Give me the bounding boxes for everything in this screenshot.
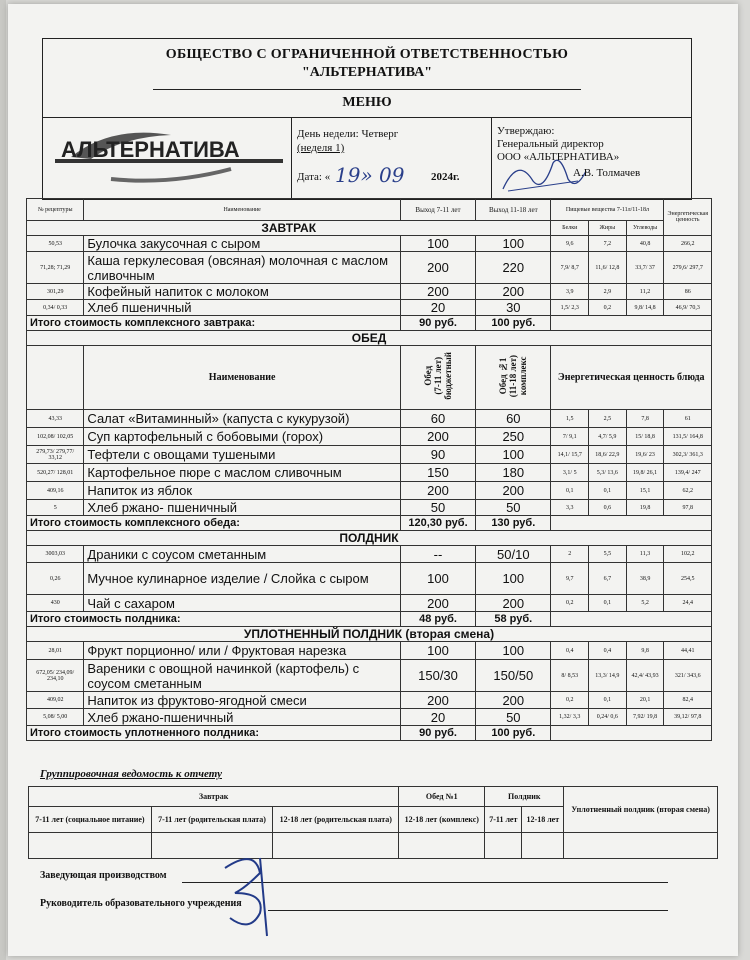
portion-7-11: 200: [400, 595, 475, 612]
carbs-value: 38,9: [626, 563, 664, 595]
summary-l1: 12-18 лет (комплекс): [399, 807, 485, 833]
menu-table: [26, 198, 712, 741]
table-row: [27, 612, 712, 627]
fat-value: 0,4: [589, 642, 627, 660]
total-empty: [551, 726, 712, 741]
protein-value: 1,5/ 2,3: [551, 300, 589, 316]
total-label: Итого стоимость полдника:: [27, 612, 401, 627]
page-edge: [0, 0, 6, 960]
date-value: 19» 09: [335, 163, 405, 187]
total-11-18: 58 руб.: [476, 612, 551, 627]
portion-11-18: 150/50: [476, 660, 551, 692]
summary-cell: [564, 833, 718, 859]
portion-11-18: 100: [476, 446, 551, 464]
portion-11-18: 50: [476, 709, 551, 726]
protein-value: 7,9/ 8,7: [551, 252, 589, 284]
table-row: [27, 546, 712, 563]
section-title: ОБЕД: [27, 331, 712, 346]
energy-value: 97,8: [664, 500, 712, 516]
dish-name: Фрукт порционно/ или / Фруктовая нарезка: [84, 642, 400, 660]
table-row: [27, 709, 712, 726]
portion-11-18: 200: [476, 692, 551, 709]
table-row: [27, 300, 712, 316]
dish-name: Вареники с овощной начинкой (картофель) с соусом сметанным: [84, 660, 400, 692]
total-empty: [551, 516, 712, 531]
total-empty: [551, 316, 712, 331]
table-row: [27, 464, 712, 482]
approve-label: Утверждаю:: [497, 125, 555, 137]
summary-b2: 7-11 лет (родительская плата): [151, 807, 272, 833]
recipe-no: 409,16: [27, 482, 84, 500]
document-header: [42, 38, 692, 200]
protein-value: 3,3: [551, 500, 589, 516]
section-title: ПОЛДНИК: [27, 531, 712, 546]
recipe-no: 5,08/ 5,00: [27, 709, 84, 726]
carbs-value: 11,3: [626, 546, 664, 563]
table-row: [27, 428, 712, 446]
divider: [491, 117, 492, 199]
energy-value: 321/ 343,6: [664, 660, 712, 692]
total-label: Итого стоимость комплексного обеда:: [27, 516, 401, 531]
energy-value: 39,12/ 97,8: [664, 709, 712, 726]
carbs-value: 40,8: [626, 236, 664, 252]
portion-11-18: 100: [476, 236, 551, 252]
portion-11-18: 200: [476, 284, 551, 300]
portion-11-18: 250: [476, 428, 551, 446]
summary-cell: [273, 833, 399, 859]
portion-7-11: 20: [400, 300, 475, 316]
table-row: [27, 642, 712, 660]
dish-name: Кофейный напиток с молоком: [84, 284, 400, 300]
table-row: [27, 236, 712, 252]
carbs-value: 7,92/ 19,8: [626, 709, 664, 726]
table-row: [27, 446, 712, 464]
table-row: [27, 516, 712, 531]
col-nutrients: Пищевые вещества 7-11л/11-18л: [551, 199, 664, 221]
recipe-no: 672,05/ 234,09/ 234,10: [27, 660, 84, 692]
summary-dense: Уплотненный полдник (вторая смена): [564, 787, 718, 833]
summary-b3: 12-18 лет (родительская плата): [273, 807, 399, 833]
dish-name: Каша геркулесовая (овсяная) молочная с маслом сливочным: [84, 252, 400, 284]
divider: [291, 117, 292, 199]
protein-value: 3,9: [551, 284, 589, 300]
fat-value: 4,7/ 5,9: [589, 428, 627, 446]
energy-value: 279,6/ 297,7: [664, 252, 712, 284]
protein-value: 0,4: [551, 642, 589, 660]
recipe-no: 430: [27, 595, 84, 612]
recipe-no: 0,26: [27, 563, 84, 595]
portion-11-18: 200: [476, 482, 551, 500]
section-title: ЗАВТРАК: [27, 221, 551, 236]
summary-cell: [485, 833, 522, 859]
recipe-no: 3003,03: [27, 546, 84, 563]
fat-value: 2,5: [589, 410, 627, 428]
protein-value: 9,6: [551, 236, 589, 252]
col-out-7-11: Выход 7-11 лет: [400, 199, 475, 221]
col-lunch-a: [400, 346, 475, 410]
dish-name: Мучное кулинарное изделие / Слойка с сыром: [84, 563, 400, 595]
energy-value: 44,41: [664, 642, 712, 660]
protein-value: 3,1/ 5: [551, 464, 589, 482]
energy-value: 102,2: [664, 546, 712, 563]
total-7-11: 120,30 руб.: [400, 516, 475, 531]
director-name: А.В. Толмачев: [573, 167, 641, 179]
portion-11-18: 100: [476, 563, 551, 595]
portion-7-11: 200: [400, 252, 475, 284]
portion-7-11: 100: [400, 563, 475, 595]
fat-value: 0,6: [589, 500, 627, 516]
table-row: [27, 531, 712, 546]
table-row: [27, 221, 712, 236]
date-year: 2024г.: [431, 171, 460, 183]
recipe-no: 301,29: [27, 284, 84, 300]
total-7-11: 90 руб.: [400, 726, 475, 741]
dish-name: Хлеб ржано- пшеничный: [84, 500, 400, 516]
section-title: УПЛОТНЕННЫЙ ПОЛДНИК (вторая смена): [27, 627, 712, 642]
fat-value: 0,1: [589, 482, 627, 500]
carbs-value: 15,1: [626, 482, 664, 500]
carbs-value: 11,2: [626, 284, 664, 300]
col-carbs: Углеводы: [626, 221, 664, 236]
portion-7-11: 200: [400, 692, 475, 709]
energy-value: 139,4/ 247: [664, 464, 712, 482]
org-name-quoted: "АЛЬТЕРНАТИВА": [301, 65, 433, 80]
summary-cell: [29, 833, 152, 859]
table-row: [27, 482, 712, 500]
energy-value: 46,9/ 70,3: [664, 300, 712, 316]
company-logo: [51, 123, 287, 193]
portion-11-18: 50/10: [476, 546, 551, 563]
col-out-11-18: Выход 11-18 лет: [476, 199, 551, 221]
portion-7-11: 200: [400, 482, 475, 500]
header-rule: [153, 89, 581, 90]
protein-value: 2: [551, 546, 589, 563]
summary-s1: 7-11 лет: [485, 807, 522, 833]
table-row: [27, 284, 712, 300]
energy-value: 61: [664, 410, 712, 428]
energy-value: 86: [664, 284, 712, 300]
fat-value: 11,6/ 12,8: [589, 252, 627, 284]
protein-value: 7/ 9,1: [551, 428, 589, 446]
summary-cell: [522, 833, 564, 859]
dish-name: Тефтели с овощами тушеными: [84, 446, 400, 464]
dish-name: Драники с соусом сметанным: [84, 546, 400, 563]
table-row: [27, 331, 712, 346]
recipe-no: 409,02: [27, 692, 84, 709]
portion-11-18: 100: [476, 642, 551, 660]
recipe-no: 71,28; 71,29: [27, 252, 84, 284]
carbs-value: 19,8/ 26,1: [626, 464, 664, 482]
total-empty: [551, 612, 712, 627]
portion-7-11: 90: [400, 446, 475, 464]
table-row: [27, 252, 712, 284]
recipe-no: 50,53: [27, 236, 84, 252]
energy-value: 82,4: [664, 692, 712, 709]
table-row: [27, 410, 712, 428]
carbs-value: 42,4/ 43,93: [626, 660, 664, 692]
fat-value: 5,3/ 13,6: [589, 464, 627, 482]
recipe-no: 102,08/ 102,05: [27, 428, 84, 446]
recipe-no: 28,01: [27, 642, 84, 660]
table-row: [27, 692, 712, 709]
protein-value: 0,2: [551, 692, 589, 709]
protein-value: 14,1/ 15,7: [551, 446, 589, 464]
carbs-value: 20,1: [626, 692, 664, 709]
protein-value: 1,5: [551, 410, 589, 428]
dish-name: Салат «Витаминный» (капуста с кукурузой): [84, 410, 400, 428]
carbs-value: 9,8: [626, 642, 664, 660]
carbs-value: 5,2: [626, 595, 664, 612]
portion-7-11: 100: [400, 236, 475, 252]
total-11-18: 100 руб.: [476, 726, 551, 741]
table-row: [27, 346, 712, 410]
total-11-18: 100 руб.: [476, 316, 551, 331]
protein-value: 1,32/ 3,3: [551, 709, 589, 726]
table-row: [27, 563, 712, 595]
carbs-value: 7,8: [626, 410, 664, 428]
approver-title: Генеральный директор: [497, 138, 604, 150]
summary-cell: [399, 833, 485, 859]
summary-snack: Полдник: [485, 787, 564, 807]
total-7-11: 90 руб.: [400, 316, 475, 331]
dish-name: Напиток из фруктово-ягодной смеси: [84, 692, 400, 709]
table-row: [27, 500, 712, 516]
protein-value: 0,2: [551, 595, 589, 612]
dish-name: Суп картофельный с бобовыми (горох): [84, 428, 400, 446]
fat-value: 0,1: [589, 692, 627, 709]
date-label: Дата: «: [297, 171, 331, 183]
energy-value: 131,5/ 164,8: [664, 428, 712, 446]
carbs-value: 15/ 18,8: [626, 428, 664, 446]
table-row: [27, 627, 712, 642]
col-lunch-b: [476, 346, 551, 410]
carbs-value: 19,8: [626, 500, 664, 516]
day-of-week: [297, 127, 398, 155]
total-11-18: 130 руб.: [476, 516, 551, 531]
protein-value: 8/ 8,53: [551, 660, 589, 692]
col-energy: Энергетическая ценность блюда: [551, 346, 712, 410]
portion-7-11: 200: [400, 428, 475, 446]
table-row: [27, 660, 712, 692]
energy-value: 24,4: [664, 595, 712, 612]
carbs-value: 19,6/ 23: [626, 446, 664, 464]
signature-line: [268, 910, 668, 911]
logo-text: АЛЬТЕРНАТИВА: [61, 137, 240, 162]
col-recipe-no: [27, 346, 84, 410]
energy-value: 266,2: [664, 236, 712, 252]
recipe-no: 43,33: [27, 410, 84, 428]
summary-breakfast: Завтрак: [29, 787, 399, 807]
head-production-label: Заведующая производством: [40, 870, 167, 881]
protein-value: 0,1: [551, 482, 589, 500]
dish-name: Булочка закусочная с сыром: [84, 236, 400, 252]
col-fat: Жиры: [589, 221, 627, 236]
table-row: [27, 316, 712, 331]
col-name: Наименование: [84, 199, 400, 221]
dish-name: Хлеб пшеничный: [84, 300, 400, 316]
recipe-no: 5: [27, 500, 84, 516]
fat-value: 7,2: [589, 236, 627, 252]
portion-7-11: --: [400, 546, 475, 563]
recipe-no: 279,73/ 279,77/ 33,12: [27, 446, 84, 464]
recipe-no: 0,34/ 0,33: [27, 300, 84, 316]
fat-value: 0,2: [589, 300, 627, 316]
fat-value: 0,24/ 0,6: [589, 709, 627, 726]
fat-value: 2,9: [589, 284, 627, 300]
portion-11-18: 50: [476, 500, 551, 516]
summary-lunch: Обед №1: [399, 787, 485, 807]
portion-11-18: 220: [476, 252, 551, 284]
summary-title: Группировочная ведомость к отчету: [40, 768, 222, 780]
summary-table: [28, 786, 718, 859]
portion-7-11: 100: [400, 642, 475, 660]
dish-name: Хлеб ржано-пшеничный: [84, 709, 400, 726]
summary-b1: 7-11 лет (социальное питание): [29, 807, 152, 833]
total-label: Итого стоимость комплексного завтрака:: [27, 316, 401, 331]
col-recipe-no: № рецептуры: [27, 199, 84, 221]
col-energy: Энергетическая ценность: [664, 199, 712, 236]
page-title: МЕНЮ: [342, 95, 392, 110]
table-row: [27, 199, 712, 221]
dish-name: Чай с сахаром: [84, 595, 400, 612]
approver-org: ООО «АЛЬТЕРНАТИВА»: [497, 151, 620, 163]
week-label: (неделя 1): [297, 142, 345, 154]
org-name: ОБЩЕСТВО С ОГРАНИЧЕННОЙ ОТВЕТСТВЕННОСТЬЮ: [165, 47, 569, 62]
energy-value: 254,5: [664, 563, 712, 595]
portion-7-11: 20: [400, 709, 475, 726]
portion-11-18: 200: [476, 595, 551, 612]
head-org-label: Руководитель образовательного учреждения: [40, 898, 242, 909]
portion-7-11: 150/30: [400, 660, 475, 692]
energy-value: 302,3/ 361,3: [664, 446, 712, 464]
summary-s2: 12-18 лет: [522, 807, 564, 833]
portion-7-11: 200: [400, 284, 475, 300]
col-protein: Белки: [551, 221, 589, 236]
portion-7-11: 50: [400, 500, 475, 516]
fat-value: 6,7: [589, 563, 627, 595]
col-lunch-b-label: Обед №1 (11-18 лет) комплекс: [498, 354, 529, 398]
fat-value: 18,6/ 22,9: [589, 446, 627, 464]
portion-11-18: 180: [476, 464, 551, 482]
fat-value: 0,1: [589, 595, 627, 612]
portion-11-18: 60: [476, 410, 551, 428]
fat-value: 5,5: [589, 546, 627, 563]
protein-value: 9,7: [551, 563, 589, 595]
carbs-value: 9,8/ 14,8: [626, 300, 664, 316]
energy-value: 62,2: [664, 482, 712, 500]
day-label: День недели: Четверг: [297, 128, 399, 140]
dish-name: Напиток из яблок: [84, 482, 400, 500]
total-label: Итого стоимость уплотненного полдника:: [27, 726, 401, 741]
portion-11-18: 30: [476, 300, 551, 316]
table-row: [27, 726, 712, 741]
total-7-11: 48 руб.: [400, 612, 475, 627]
divider: [43, 117, 691, 118]
portion-7-11: 60: [400, 410, 475, 428]
col-name: Наименование: [84, 346, 400, 410]
table-row: [27, 595, 712, 612]
fat-value: 13,3/ 14,9: [589, 660, 627, 692]
recipe-no: 520,27/ 128,01: [27, 464, 84, 482]
carbs-value: 33,7/ 37: [626, 252, 664, 284]
dish-name: Картофельное пюре с маслом сливочным: [84, 464, 400, 482]
production-signature: [205, 848, 285, 938]
col-lunch-a-label: Обед (7-11 лет) бюджетный: [423, 352, 454, 400]
portion-7-11: 150: [400, 464, 475, 482]
